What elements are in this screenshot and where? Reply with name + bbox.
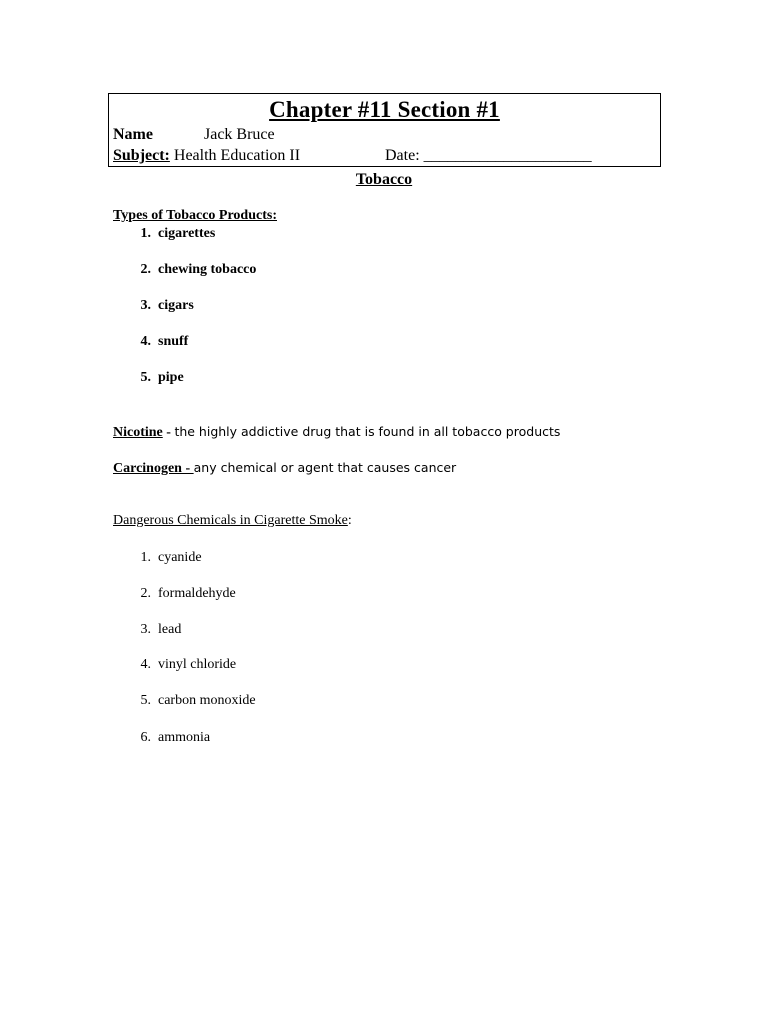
list-text: vinyl chloride — [158, 657, 237, 672]
tobacco-products-heading: Types of Tobacco Products: — [113, 208, 277, 223]
subject-label: Subject: — [113, 147, 170, 164]
list-number: 5. — [140, 693, 151, 708]
list-text: cyanide — [158, 550, 202, 565]
list-text: snuff — [158, 334, 189, 349]
list-number: 6. — [140, 730, 151, 745]
name-value: Jack Bruce — [204, 126, 275, 143]
definition-term: Nicotine — [113, 425, 163, 440]
list-number: 4. — [140, 334, 151, 349]
carcinogen-definition — [113, 460, 456, 477]
list-number: 1. — [140, 226, 151, 241]
definition-term: Carcinogen - — [113, 461, 194, 476]
list-text: carbon monoxide — [158, 693, 256, 708]
list-text: cigars — [158, 298, 194, 313]
name-row — [113, 126, 275, 144]
list-text: lead — [158, 622, 182, 637]
topic-heading: Tobacco — [355, 171, 413, 188]
list-number: 5. — [140, 370, 151, 385]
chemicals-heading-colon: : — [347, 513, 352, 528]
list-number: 2. — [140, 262, 151, 277]
header-box — [108, 93, 661, 167]
list-number: 2. — [140, 586, 151, 601]
list-number: 3. — [140, 622, 151, 637]
name-label: Name — [113, 126, 153, 143]
page-title: Chapter #11 Section #1 — [269, 97, 500, 122]
list-number: 4. — [140, 657, 151, 672]
list-text: formaldehyde — [158, 586, 236, 601]
subject-value: Health Education II — [169, 147, 301, 164]
definition-separator: - — [162, 425, 175, 440]
chemicals-heading — [113, 513, 352, 529]
list-text: ammonia — [158, 730, 211, 745]
definition-text: any chemical or agent that causes cancer — [193, 460, 457, 475]
nicotine-definition — [113, 424, 560, 441]
list-number: 3. — [140, 298, 151, 313]
definition-text: the highly addictive drug that is found in all tobacco products — [174, 424, 561, 439]
subject-row — [113, 147, 300, 165]
list-text: pipe — [158, 370, 184, 385]
chemicals-heading-text: Dangerous Chemicals in Cigarette Smoke — [113, 513, 348, 528]
date-field: Date: _____________________ — [385, 147, 592, 164]
list-text: cigarettes — [158, 226, 216, 241]
list-text: chewing tobacco — [158, 262, 257, 277]
list-number: 1. — [140, 550, 151, 565]
